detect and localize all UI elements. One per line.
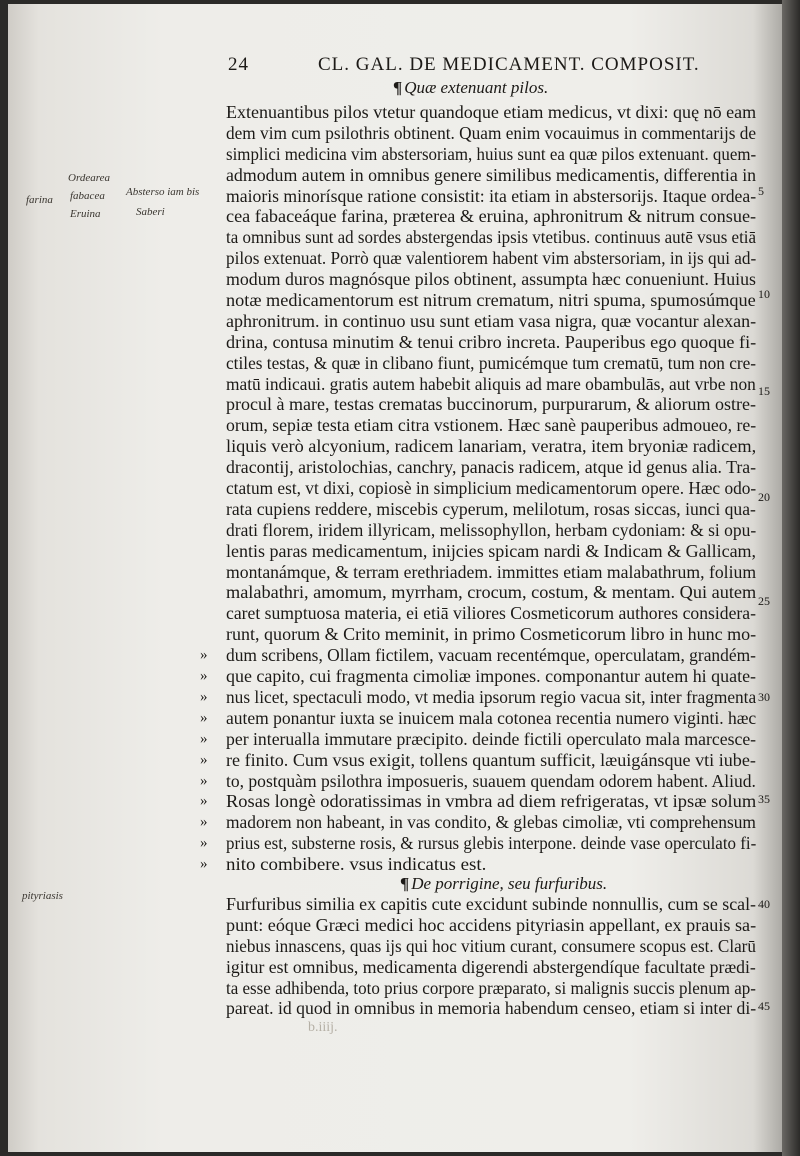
text-line — [226, 562, 766, 583]
text-line-content: simplici medicina vim abstersoriam, huius sunt ea quæ pilos extenuant. quem- — [226, 143, 757, 164]
text-line-content: maioris minorísque ratione consistit: ita etiam in abstersorijs. Itaque ordea- — [226, 185, 757, 206]
text-line — [226, 978, 766, 999]
text-line-content: rata cupiens reddere, miscebis cyperum, melilotum, rosas siccas, iunci qua- — [226, 498, 756, 519]
line-number: 15 — [758, 384, 770, 398]
second-text-block — [226, 894, 766, 1019]
book-page — [8, 4, 784, 1152]
text-line-content: drina, contusa minutim & tenui cribro increta. Pauperibus ego quoque fi- — [226, 331, 757, 352]
text-line — [226, 499, 766, 520]
line-number: 30 — [758, 690, 770, 704]
text-line-content: re finito. Cum vsus exigit, tollens quantum sufficit, læuigánsque vti iube- — [226, 749, 756, 770]
text-line — [226, 520, 766, 541]
text-line-content: pilos extenuat. Porrò quæ valentiorem habent vim abstersoriam, in ijs qui ad- — [226, 248, 757, 269]
text-line-content: ctatum est, vt dixi, copiosè in simplicium medicamentorum opere. Hæc odo- — [226, 478, 757, 499]
text-line — [200, 666, 766, 687]
text-line — [200, 854, 766, 875]
text-line — [226, 227, 766, 248]
text-line — [200, 791, 766, 812]
text-line — [226, 436, 766, 457]
line-number: 35 — [758, 792, 770, 806]
text-line — [226, 957, 766, 978]
margin-note: fabacea — [70, 190, 105, 202]
text-line — [226, 936, 766, 957]
margin-note: Saberi — [136, 206, 165, 218]
text-line-content: dem vim cum psilothris obtinent. Quam enim vocauimus in commentarijs de — [226, 122, 757, 143]
text-line-content: modum duros magnósque pilos obtinent, assumpta hæc conueniunt. Huius — [226, 269, 756, 290]
text-line — [226, 478, 766, 499]
text-line — [226, 457, 766, 478]
text-line — [226, 144, 766, 165]
section-heading-1 — [393, 78, 548, 98]
text-line — [226, 541, 766, 562]
text-line-content: dracontij, aristolochias, canchry, panacis radicem, atque id genus alia. Tra- — [226, 457, 757, 478]
section-heading-text: Quæ extenuant pilos. — [404, 78, 549, 97]
text-line-content: montanámque, & terram erethriadem. immittes etiam malabathrum, folium — [226, 561, 757, 582]
quotation-mark: » — [200, 730, 208, 747]
text-line-content: nito combibere. vsus indicatus est. — [226, 854, 487, 875]
margin-note: Absterso iam bis — [126, 186, 200, 198]
quotation-mark: » — [200, 772, 208, 789]
text-line — [226, 206, 766, 227]
quotation-mark: » — [200, 668, 208, 685]
text-line-content: dum scribens, Ollam fictilem, vacuam recentémque, operculatam, grandém- — [226, 645, 756, 666]
text-line — [200, 645, 766, 666]
text-line-content: notæ medicamentorum est nitrum crematum, nitri spuma, spumosúmque — [226, 290, 756, 311]
text-line — [200, 749, 766, 771]
text-line — [226, 915, 766, 936]
text-line — [226, 603, 766, 624]
text-line-content: ctiles testas, & quæ in clibano fiunt, pumicémque tum crematū, tum non cre- — [226, 352, 757, 373]
quotation-mark: » — [200, 814, 208, 831]
line-number: 20 — [758, 490, 770, 504]
quotation-mark: » — [200, 647, 208, 664]
quotation-mark: » — [200, 751, 208, 768]
signature-mark: b.iiij. — [308, 1020, 338, 1035]
main-text-block — [200, 102, 766, 875]
text-line-content: procul à mare, testas crematas buccinorum, purpurarum, & aliorum ostre- — [226, 394, 757, 415]
text-line — [226, 582, 766, 603]
text-line-content: prius est, substerne rosis, & rursus glebis interpone. deinde vase operculato fi- — [226, 833, 757, 854]
text-line — [226, 374, 766, 395]
text-line — [226, 102, 766, 123]
quotation-mark: » — [200, 856, 208, 873]
quotation-mark: » — [200, 793, 208, 810]
text-line-content: lentis paras medicamentum, inijcies spicam nardi & Indicam & Gallicam, — [226, 540, 757, 561]
book-gutter-shadow — [782, 0, 800, 1156]
text-line — [226, 894, 766, 915]
text-line — [226, 624, 766, 645]
text-line — [226, 998, 766, 1019]
text-line-content: pareat. id quod in omnibus in memoria habendum censeo, etiam si inter di- — [226, 998, 757, 1019]
line-number: 10 — [758, 287, 770, 301]
text-line-content: que capito, cui fragmenta cimoliæ impones. componantur autem hi quate- — [226, 666, 757, 687]
margin-note: Eruina — [70, 208, 101, 220]
text-line-content: drati florem, iridem illyricam, melissophyllon, herbam cydoniam: & si opu- — [226, 519, 757, 540]
text-line — [226, 353, 766, 374]
text-line-content: nus licet, spectaculi modo, vt media ipsorum regio vacua sit, inter fragmenta — [226, 686, 757, 707]
margin-note: Ordearea — [68, 172, 110, 184]
text-line-content: cea fabaceáque farina, præterea & eruina, aphronitrum & nitrum consue- — [226, 206, 757, 227]
text-line-content: madorem non habeant, in vas condito, & glebas cimoliæ, vti comprehensum — [226, 812, 756, 833]
text-line-content: punt: eóque Græci medici hoc accidens pityriasin appellant, ex prauis sa- — [226, 914, 757, 935]
paragraph-mark-icon: ¶ — [393, 78, 403, 97]
quotation-mark: » — [200, 835, 208, 852]
margin-note: pityriasis — [22, 890, 63, 902]
text-line — [226, 165, 766, 186]
text-line — [200, 686, 766, 708]
text-line-content: liquis verò alcyonium, radicem lanariam, veratra, item bryoniæ radicem, — [226, 436, 757, 457]
text-line — [226, 123, 766, 144]
text-line-content: Extenuantibus pilos vtetur quandoque etiam medicus, vt dixi: quę nō eam — [226, 102, 757, 122]
paragraph-mark-icon: ¶ — [400, 874, 410, 893]
text-line-content: autem ponantur iuxta se inuicem mala cotonea recentia numero viginti. hæc — [226, 707, 757, 728]
section-heading-2 — [400, 874, 607, 894]
text-line-content: admodum autem in omnibus genere similibus medicamentis, differentia in — [226, 164, 757, 185]
text-line-content: Furfuribus similia ex capitis cute excidunt subinde nonnullis, cum se scal- — [226, 894, 757, 914]
quotation-mark: » — [200, 709, 208, 726]
text-line — [226, 290, 766, 311]
text-line-content: aphronitrum. in continuo usu sunt etiam vasa nigra, quæ vocantur alexan- — [226, 310, 757, 331]
text-line — [226, 248, 766, 269]
text-line — [226, 186, 766, 207]
text-line-content: Rosas longè odoratissimas in vmbra ad diem refrigeratas, vt ipsæ solum — [226, 791, 757, 812]
text-line — [226, 269, 766, 290]
running-head: CL. GAL. DE MEDICAMENT. COMPOSIT. — [318, 54, 700, 75]
text-line — [200, 812, 766, 833]
line-number: 45 — [758, 999, 770, 1013]
text-line — [226, 311, 766, 332]
text-line — [226, 394, 766, 415]
text-line — [200, 770, 766, 792]
line-number: 5 — [758, 184, 764, 198]
text-line-content: ta omnibus sunt ad sordes abstergendas ipsis vtetibus. continuus autē vsus etiā — [226, 227, 757, 248]
text-line — [226, 415, 766, 436]
text-line — [200, 707, 766, 729]
section-heading-text: De porrigine, seu furfuribus. — [411, 874, 608, 893]
text-line-content: niebus innascens, quas ijs qui hoc vitium curant, consumere scopus est. Clarū — [226, 935, 756, 956]
margin-note: farina — [26, 194, 53, 206]
text-line — [200, 728, 766, 750]
text-line — [200, 833, 766, 854]
text-line — [226, 332, 766, 353]
text-line-content: orum, sepiæ testa etiam citra vstionem. Hæc sanè pauperibus admoueo, re- — [226, 415, 757, 436]
page-header — [228, 54, 698, 76]
text-line-content: per interualla immutare præcipito. deinde fictili operculato mala marcesce- — [226, 728, 757, 749]
text-line-content: malabathri, amomum, myrrham, crocum, costum, & mentam. Qui autem — [226, 582, 757, 603]
folio-number: 24 — [228, 54, 249, 75]
text-line-content: igitur est omnibus, medicamenta digerendi abstergendíque facultate prædi- — [226, 956, 756, 977]
line-number: 25 — [758, 594, 770, 608]
text-line-content: matū indicaui. gratis autem habebit aliquis ad mare obambulās, aut vrbe non — [226, 373, 756, 394]
quotation-mark: » — [200, 688, 208, 705]
line-number: 40 — [758, 897, 770, 911]
text-line-content: ta esse adhibenda, toto prius corpore præparato, si malignis succis plenum ap- — [226, 977, 756, 998]
text-line-content: caret sumptuosa materia, ei etiā viliores Cosmeticorum authores considera- — [226, 603, 756, 624]
text-line-content: to, postquàm psilothra imposueris, suauem quendam odorem habent. Aliud. — [226, 770, 756, 791]
text-line-content: runt, quorum & Crito meminit, in primo Cosmeticorum libro in hunc mo- — [226, 624, 757, 645]
